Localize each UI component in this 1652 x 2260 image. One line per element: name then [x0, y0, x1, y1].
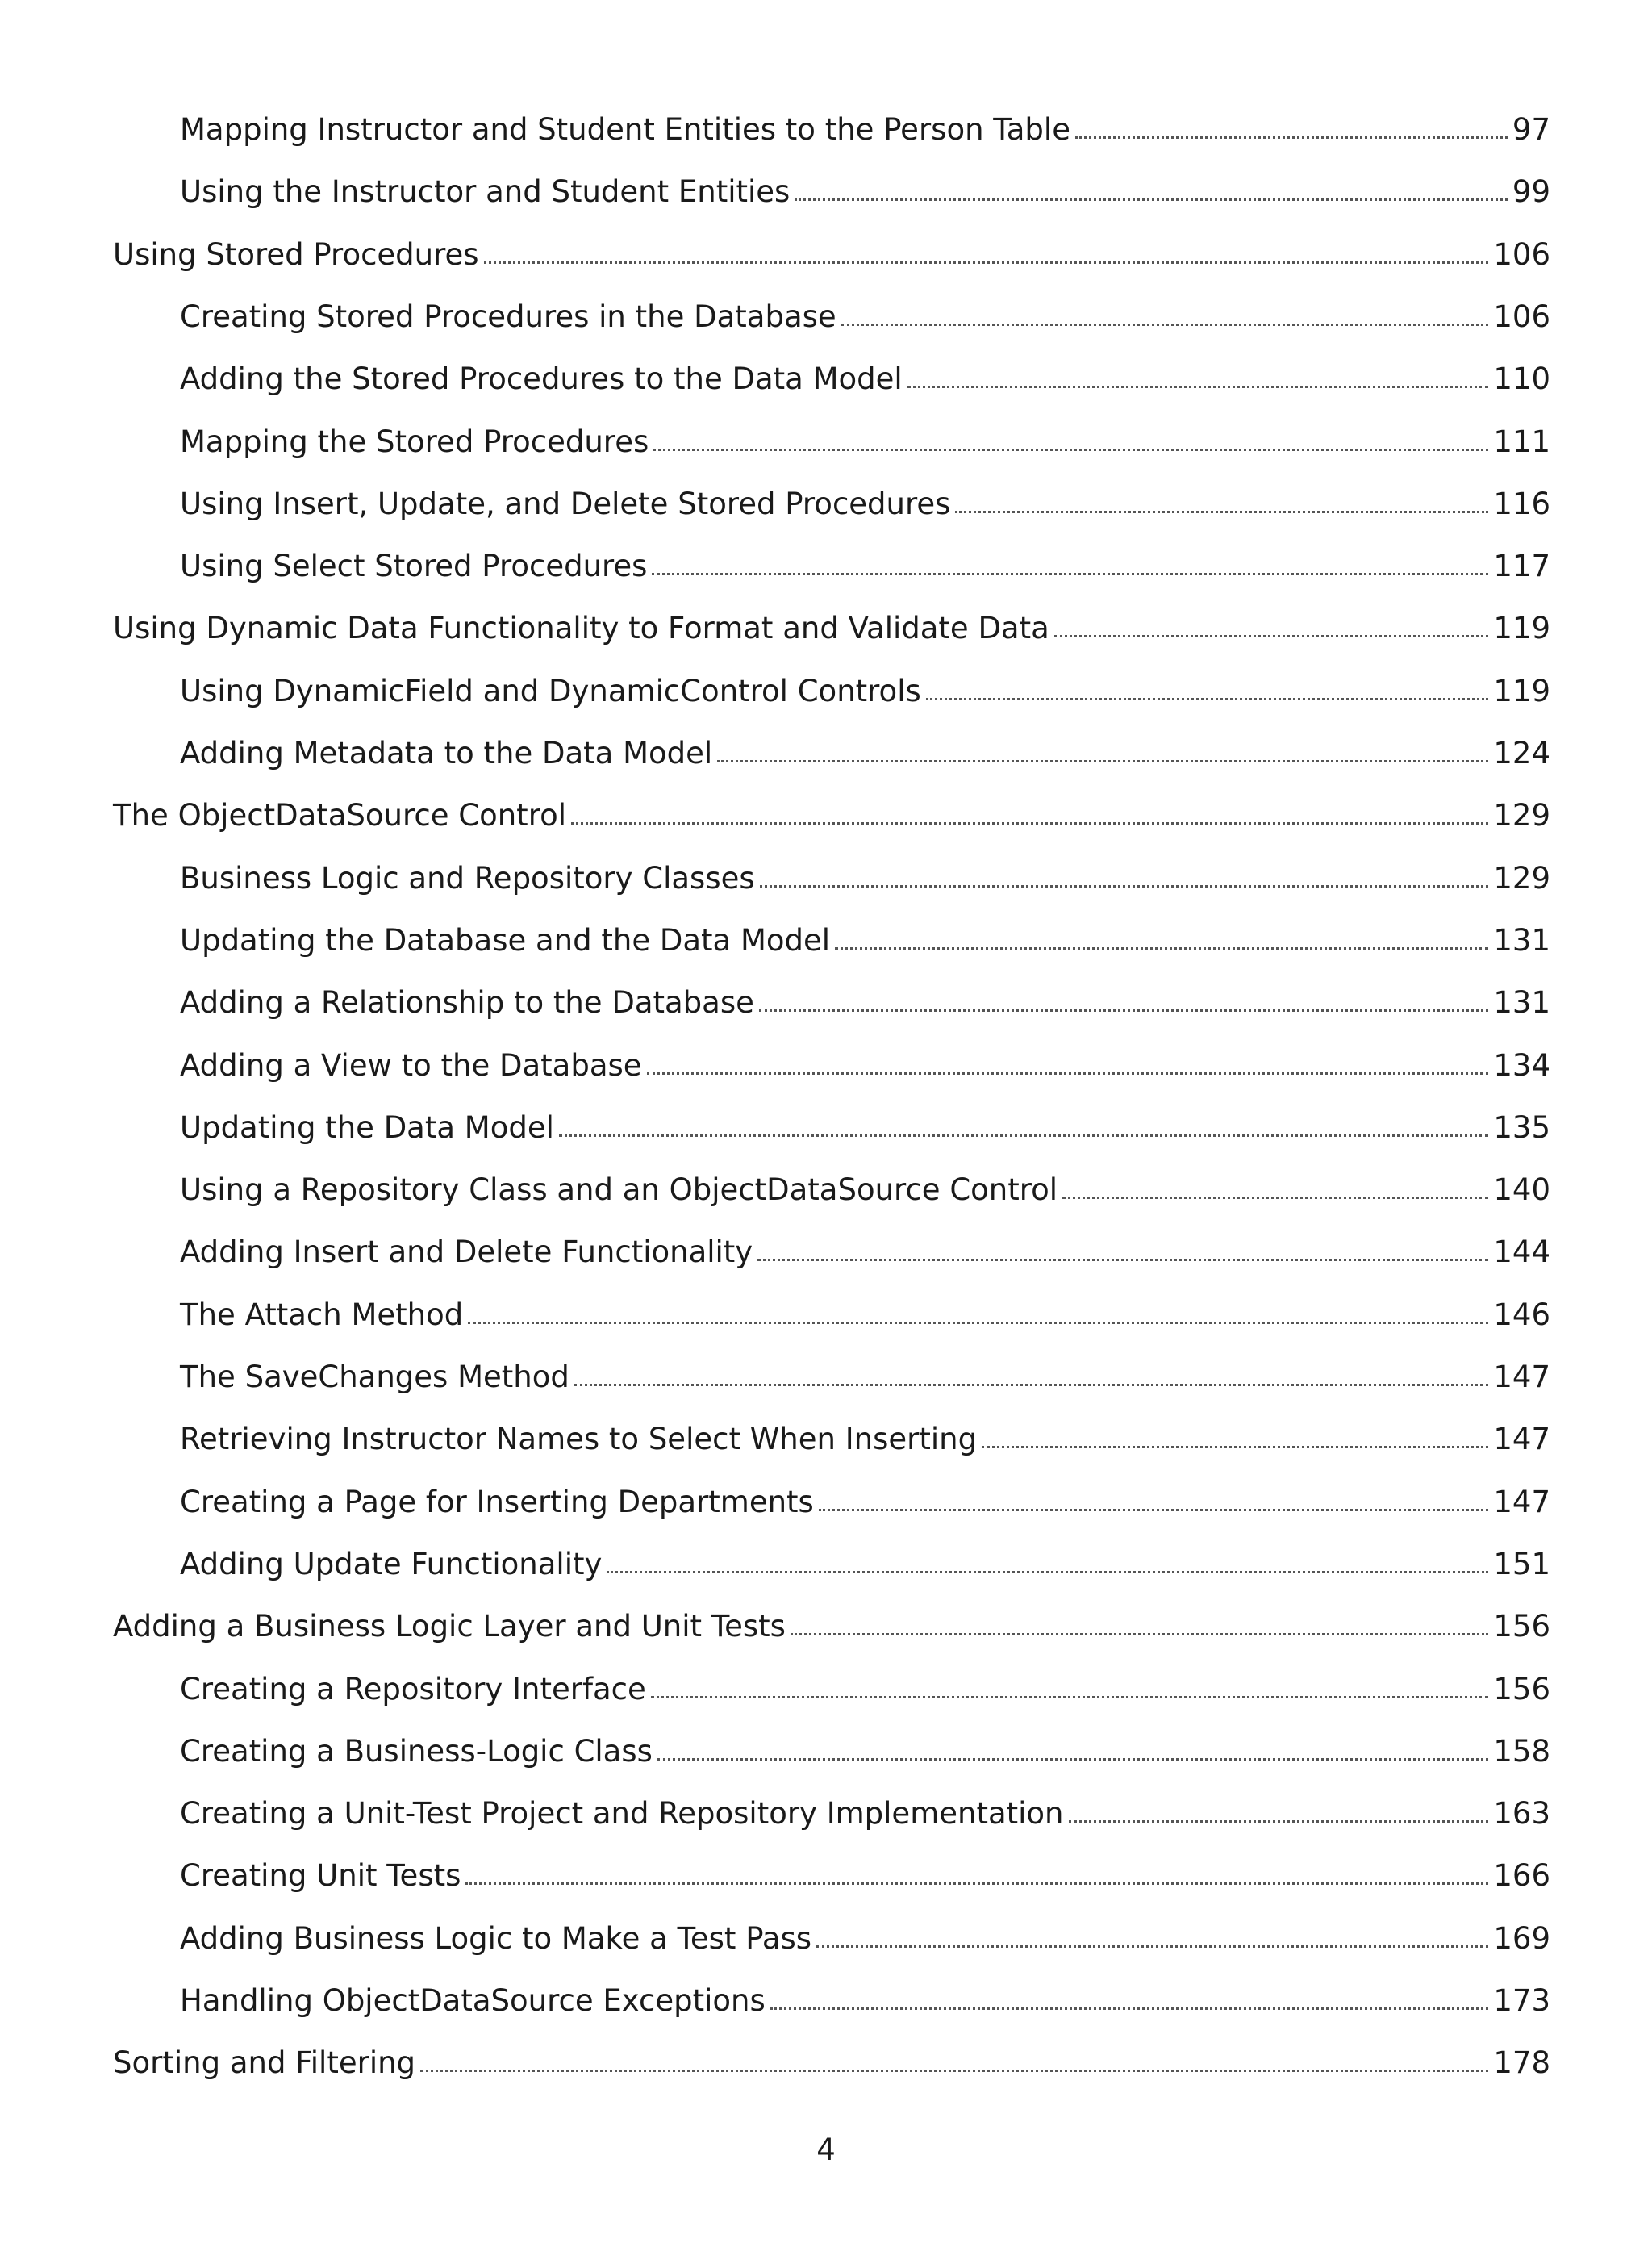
toc-entry-page-number: 147 — [1493, 1484, 1550, 1519]
toc-entry-title: Creating a Page for Inserting Departments — [180, 1484, 814, 1519]
toc-entry-title: Adding the Stored Procedures to the Data Model — [180, 361, 903, 397]
toc-entry-page-number: 106 — [1493, 236, 1550, 272]
toc-entry[interactable] — [0, 355, 1652, 403]
toc-entry-page-number: 110 — [1493, 361, 1550, 397]
toc-dot-leader — [795, 198, 1508, 201]
toc-entry-page-number: 173 — [1493, 1983, 1550, 2018]
toc-entry[interactable] — [0, 2039, 1652, 2087]
toc-entry-page-number: 156 — [1493, 1609, 1550, 1644]
toc-entry-title: Creating Unit Tests — [180, 1858, 461, 1894]
toc-dot-leader — [759, 1009, 1488, 1012]
toc-dot-leader — [926, 698, 1488, 700]
toc-dot-leader — [816, 1945, 1488, 1948]
toc-dot-leader — [841, 324, 1488, 326]
toc-entry-title: Using DynamicField and DynamicControl Controls — [180, 673, 921, 708]
toc-entry[interactable] — [0, 418, 1652, 466]
toc-entry-title: Retrieving Instructor Names to Select When Inserting — [180, 1422, 978, 1457]
toc-entry-title: The Attach Method — [180, 1297, 464, 1332]
toc-entry-page-number: 129 — [1493, 860, 1550, 896]
toc-entry-page-number: 134 — [1493, 1047, 1550, 1083]
toc-dot-leader — [647, 1072, 1488, 1075]
toc-dot-leader — [1069, 1820, 1488, 1823]
toc-dot-leader — [1054, 635, 1488, 637]
toc-entry-page-number: 131 — [1493, 922, 1550, 958]
toc-entry-title: Sorting and Filtering — [113, 2045, 416, 2081]
toc-entry-title: Using a Repository Class and an ObjectDataSource Control — [180, 1172, 1058, 1208]
toc-entry-page-number: 146 — [1493, 1297, 1550, 1332]
toc-dot-leader — [760, 885, 1488, 888]
toc-entry[interactable] — [0, 854, 1652, 903]
toc-dot-leader — [465, 1882, 1488, 1885]
toc-entry-title: Using Insert, Update, and Delete Stored Procedures — [180, 486, 951, 521]
toc-entry-title: Adding a Relationship to the Database — [180, 985, 754, 1021]
toc-entry[interactable] — [0, 1166, 1652, 1214]
toc-dot-leader — [657, 1758, 1488, 1761]
toc-entry-title: The ObjectDataSource Control — [113, 798, 567, 833]
toc-entry-page-number: 131 — [1493, 985, 1550, 1021]
toc-entry-title: Adding a View to the Database — [180, 1047, 642, 1083]
toc-entry-page-number: 151 — [1493, 1546, 1550, 1581]
toc-entry-page-number: 106 — [1493, 299, 1550, 334]
toc-entry[interactable] — [0, 1228, 1652, 1276]
toc-entry-page-number: 135 — [1493, 1109, 1550, 1145]
toc-entry-page-number: 169 — [1493, 1920, 1550, 1956]
toc-dot-leader — [955, 511, 1488, 513]
toc-dot-leader — [651, 1696, 1488, 1698]
toc-entry-title: Creating a Unit-Test Project and Repository Implementation — [180, 1796, 1064, 1832]
toc-entry-title: Adding Update Functionality — [180, 1546, 603, 1581]
toc-entry-title: Handling ObjectDataSource Exceptions — [180, 1983, 766, 2018]
toc-entry[interactable] — [0, 293, 1652, 341]
toc-entry[interactable] — [0, 480, 1652, 528]
toc-dot-leader — [571, 822, 1488, 825]
toc-entry-title: Adding a Business Logic Layer and Unit Tests — [113, 1609, 786, 1644]
toc-entry-title: Adding Business Logic to Make a Test Pass — [180, 1920, 812, 1956]
toc-dot-leader — [652, 573, 1488, 575]
toc-dot-leader — [420, 2070, 1488, 2072]
toc-entry-page-number: 147 — [1493, 1422, 1550, 1457]
toc-entry-page-number: 158 — [1493, 1733, 1550, 1769]
toc-entry-page-number: 147 — [1493, 1360, 1550, 1394]
toc-entry-title: Using the Instructor and Student Entities — [180, 174, 791, 210]
toc-entry[interactable] — [0, 1665, 1652, 1714]
toc-entry[interactable] — [0, 1415, 1652, 1464]
toc-entry[interactable] — [0, 604, 1652, 653]
toc-entry[interactable] — [0, 106, 1652, 154]
page-number: 4 — [816, 2133, 836, 2167]
toc-entry-title: Creating a Business-Logic Class — [180, 1733, 653, 1769]
toc-entry-title: Adding Insert and Delete Functionality — [180, 1234, 753, 1270]
toc-entry[interactable] — [0, 1104, 1652, 1152]
toc-dot-leader — [835, 947, 1488, 950]
toc-dot-leader — [1062, 1197, 1488, 1199]
toc-entry[interactable] — [0, 1291, 1652, 1339]
toc-entry-page-number: 97 — [1512, 112, 1550, 147]
toc-dot-leader — [607, 1571, 1488, 1573]
toc-dot-leader — [907, 386, 1488, 388]
toc-entry-page-number: 124 — [1493, 736, 1550, 771]
toc-entry-title: The SaveChanges Method — [180, 1360, 569, 1394]
toc-entry[interactable] — [0, 1977, 1652, 2025]
toc-entry-page-number: 129 — [1493, 798, 1550, 833]
toc-entry-page-number: 140 — [1493, 1172, 1550, 1208]
toc-dot-leader — [717, 760, 1488, 762]
toc-entry[interactable] — [0, 1915, 1652, 1963]
toc-entry[interactable] — [0, 1790, 1652, 1838]
toc-entry-page-number: 116 — [1493, 486, 1550, 521]
toc-dot-leader — [791, 1633, 1488, 1635]
toc-dot-leader — [819, 1509, 1488, 1511]
toc-entry[interactable] — [0, 667, 1652, 716]
toc-entry-title: Updating the Data Model — [180, 1109, 554, 1145]
toc-entry[interactable] — [0, 1478, 1652, 1527]
toc-dot-leader — [1075, 136, 1508, 139]
toc-entry[interactable] — [0, 729, 1652, 778]
toc-dot-leader — [653, 449, 1488, 451]
toc-entry[interactable] — [0, 1852, 1652, 1900]
toc-entry-title: Business Logic and Repository Classes — [180, 860, 755, 896]
toc-entry[interactable] — [0, 979, 1652, 1027]
toc-entry-page-number: 99 — [1512, 174, 1550, 210]
toc-dot-leader — [574, 1384, 1488, 1386]
toc-entry-title: Mapping Instructor and Student Entities to the Person Table — [180, 112, 1070, 147]
toc-entry[interactable] — [0, 1353, 1652, 1402]
toc-entry-page-number: 119 — [1493, 611, 1550, 646]
toc-entry-title: Using Dynamic Data Functionality to Format and Validate Data — [113, 611, 1049, 646]
toc-entry[interactable] — [0, 792, 1652, 840]
toc-entry-page-number: 117 — [1493, 549, 1550, 584]
toc-entry-page-number: 119 — [1493, 673, 1550, 708]
toc-entry-title: Updating the Database and the Data Model — [180, 922, 831, 958]
toc-dot-leader — [559, 1134, 1488, 1137]
toc-entry-title: Using Select Stored Procedures — [180, 549, 648, 584]
toc-entry-title: Creating a Repository Interface — [180, 1671, 646, 1706]
toc-entry-title: Adding Metadata to the Data Model — [180, 736, 713, 771]
toc-entry-title: Creating Stored Procedures in the Database — [180, 299, 836, 334]
toc-entry[interactable] — [0, 542, 1652, 591]
toc-entry-title: Using Stored Procedures — [113, 236, 479, 272]
toc-dot-leader — [770, 2007, 1488, 2010]
toc-entry-page-number: 156 — [1493, 1671, 1550, 1706]
toc-dot-leader — [757, 1259, 1488, 1261]
toc-entry-page-number: 166 — [1493, 1858, 1550, 1894]
toc-entry-page-number: 144 — [1493, 1234, 1550, 1270]
toc-entry[interactable] — [0, 1602, 1652, 1651]
toc-entry[interactable] — [0, 168, 1652, 216]
toc-entry[interactable] — [0, 1727, 1652, 1776]
toc-dot-leader — [982, 1446, 1488, 1448]
toc-entry[interactable] — [0, 1540, 1652, 1589]
toc-dot-leader — [468, 1322, 1488, 1324]
toc-entry-title: Mapping the Stored Procedures — [180, 424, 649, 459]
toc-entry-page-number: 178 — [1493, 2045, 1550, 2081]
toc-entry-page-number: 163 — [1493, 1796, 1550, 1832]
toc-dot-leader — [484, 261, 1488, 264]
toc-entry-page-number: 111 — [1493, 424, 1550, 459]
toc-entry[interactable] — [0, 917, 1652, 965]
toc-entry[interactable] — [0, 1042, 1652, 1090]
toc-entry[interactable] — [0, 231, 1652, 279]
